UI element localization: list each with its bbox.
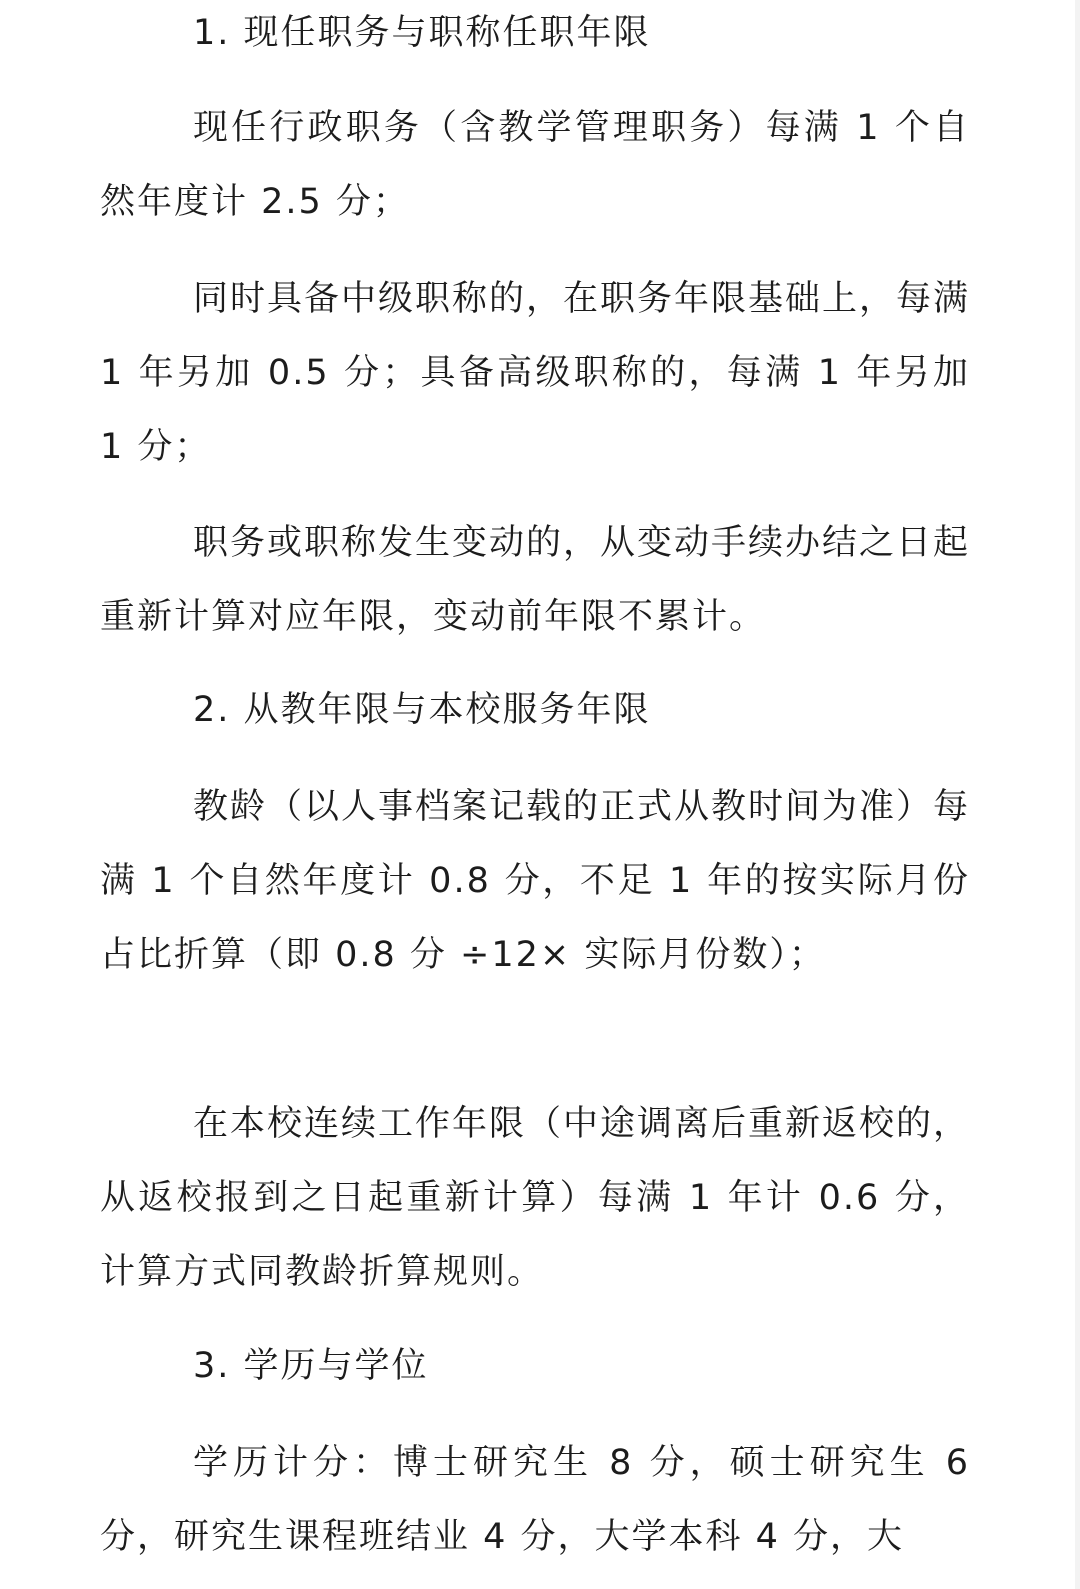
paragraph-3-1: 学历计分：博士研究生 8 分，硕士研究生 6 分，研究生课程班结业 4 分，大学本科 4 分，大 — [100, 1443, 970, 1557]
paragraph-1-3: 职务或职称发生变动的，从变动手续办结之日起重新计算对应年限，变动前年限不累计。 — [100, 523, 971, 637]
section-heading-2: 2. 从教年限与本校服务年限 — [193, 690, 651, 730]
section-heading-1: 1. 现任职务与职称任职年限 — [193, 13, 651, 53]
section-heading-3: 3. 学历与学位 — [193, 1346, 429, 1386]
paragraph-2-1: 教龄（以人事档案记载的正式从教时间为准）每满 1 个自然年度计 0.8 分，不足 1 年的按实际月份占比折算（即 0.8 分 ÷12× 实际月份数）； — [100, 787, 971, 975]
paragraph-1-2: 同时具备中级职称的，在职务年限基础上，每满 1 年另加 0.5 分；具备高级职称的，每满 1 年另加 1 分； — [100, 279, 971, 467]
paragraph-2-2: 在本校连续工作年限（中途调离后重新返校的，从返校报到之日起重新计算）每满 1 年计 0.6 分，计算方式同教龄折算规则。 — [100, 1104, 971, 1292]
scrollbar[interactable] — [1075, 0, 1080, 1589]
paragraph-1-1: 现任行政职务（含教学管理职务）每满 1 个自然年度计 2.5 分； — [100, 108, 970, 222]
